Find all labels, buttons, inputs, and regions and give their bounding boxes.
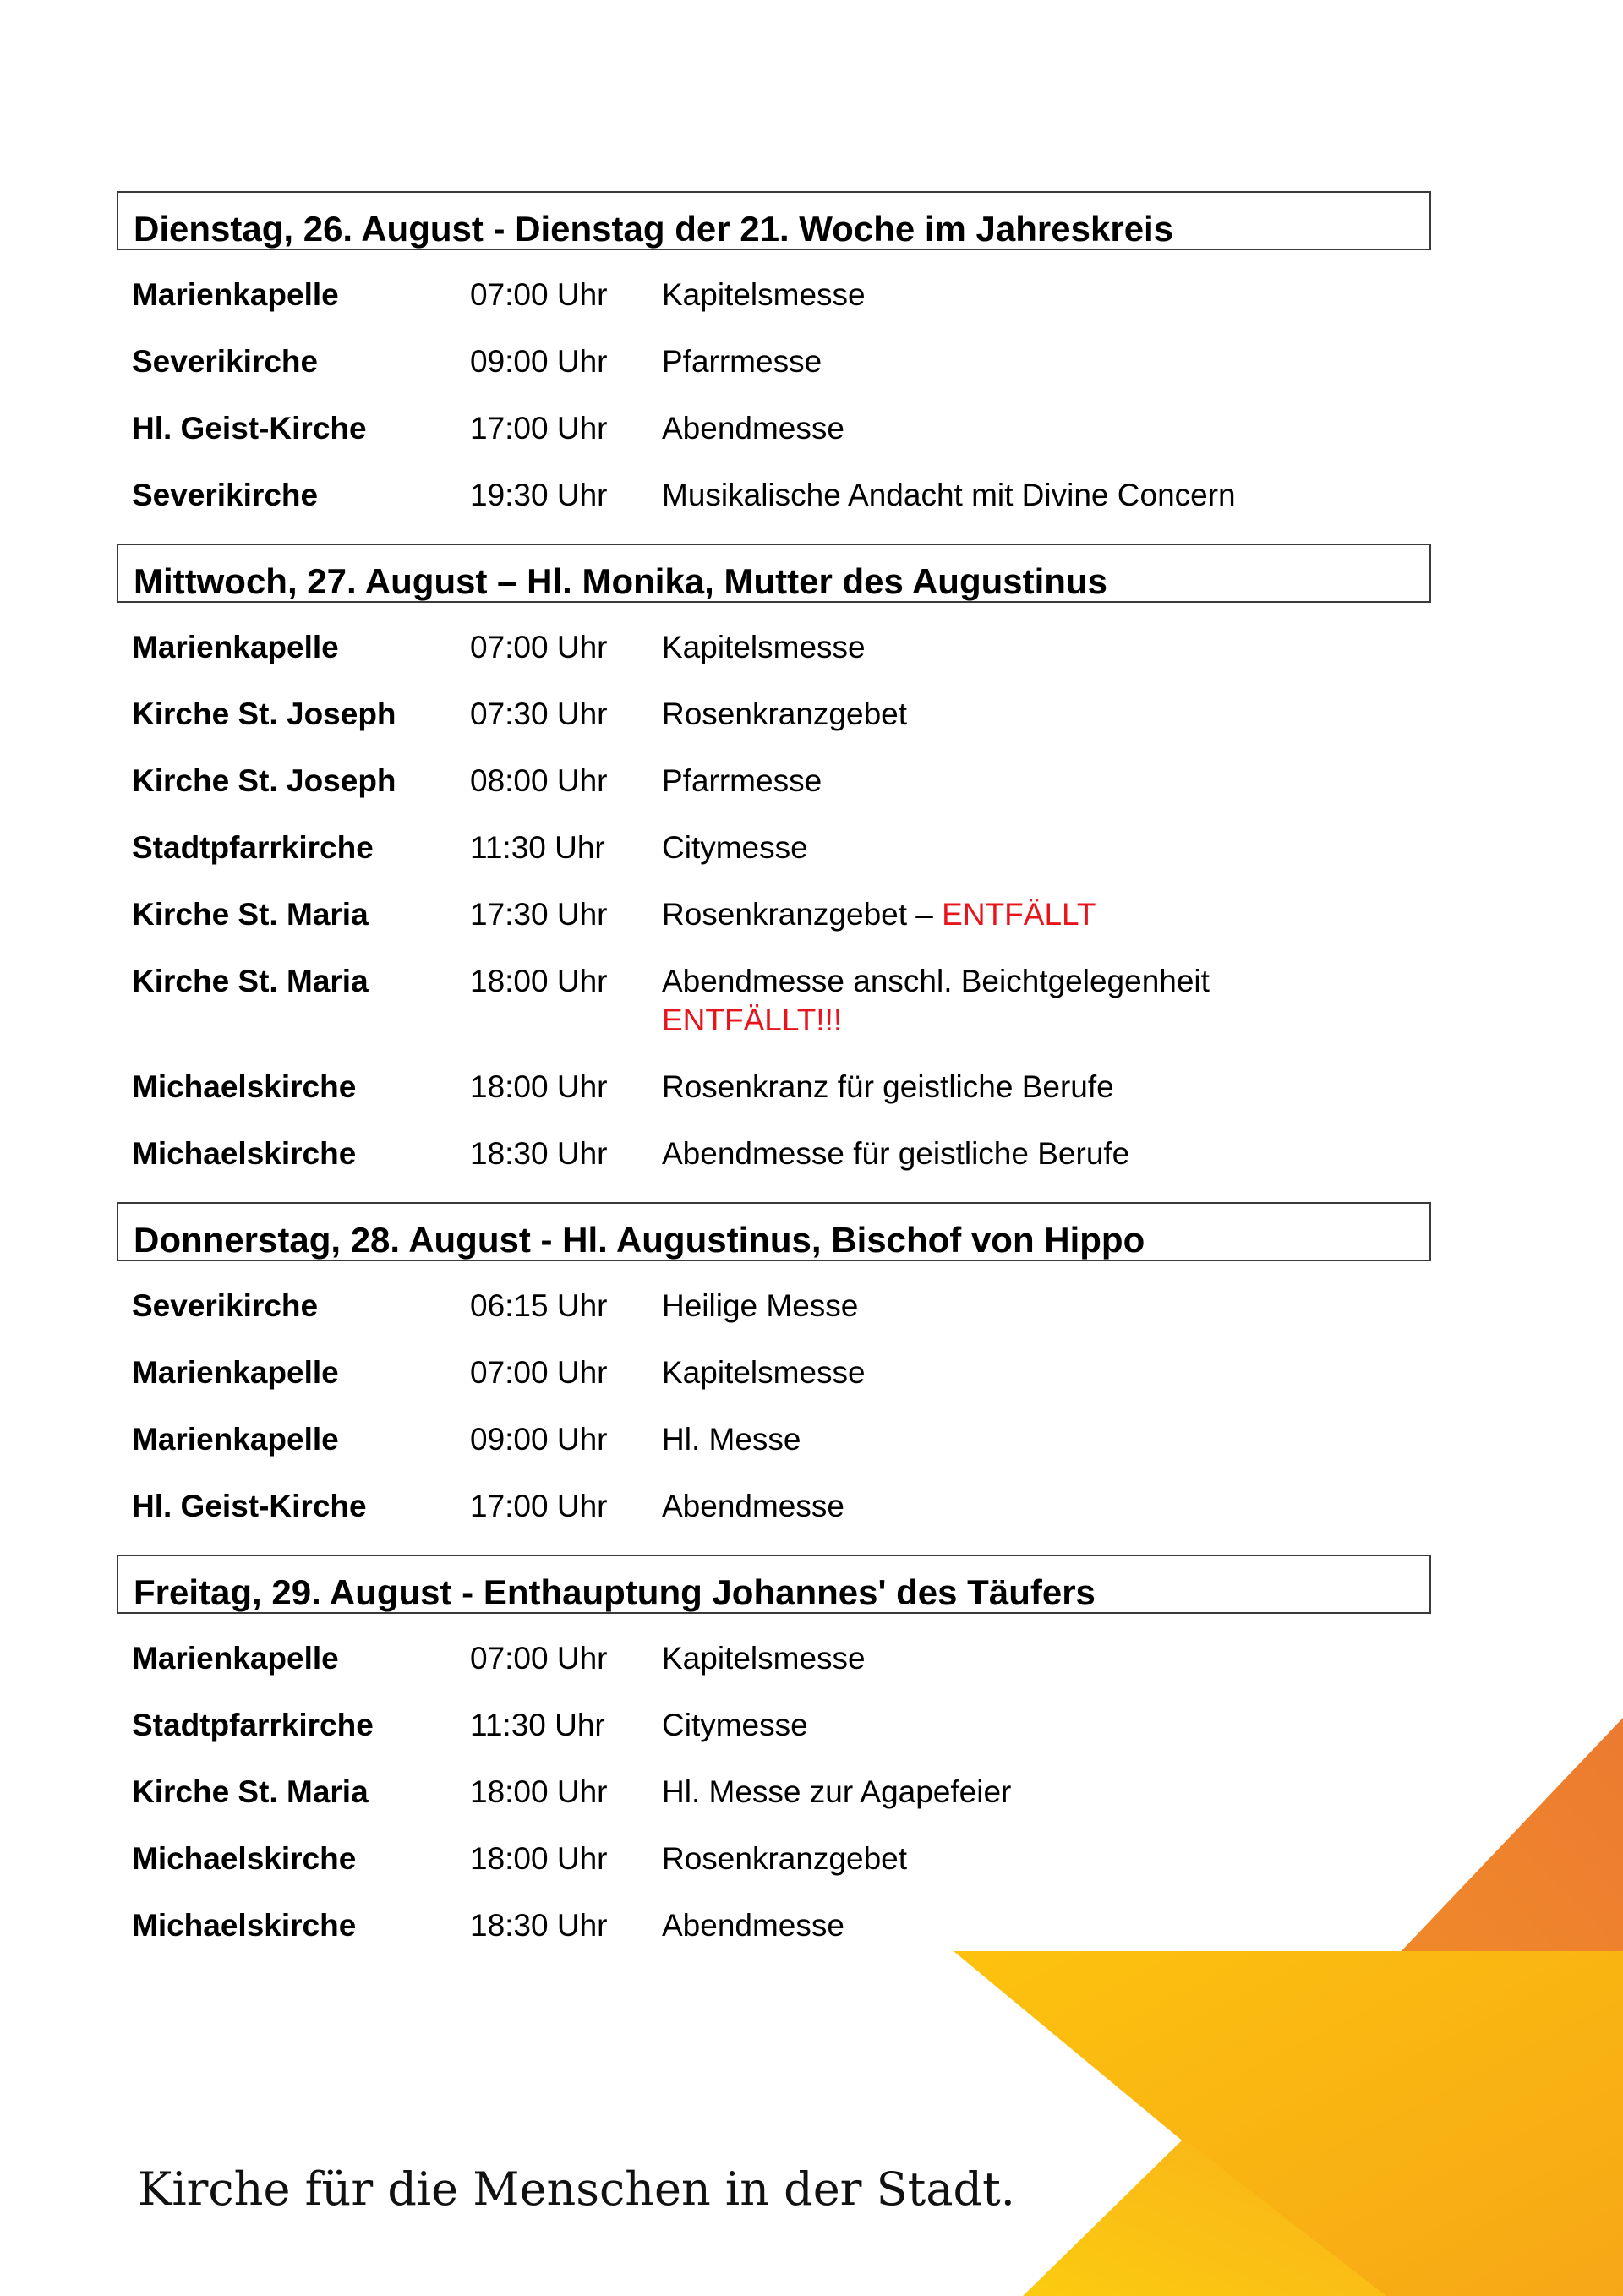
service-time: 18:00 Uhr xyxy=(470,1069,608,1104)
schedule-row xyxy=(117,409,1431,448)
schedule-row xyxy=(117,1068,1431,1107)
schedule-rows xyxy=(117,1261,1431,1526)
church-location: Marienkapelle xyxy=(132,630,339,664)
schedule-row xyxy=(117,342,1431,381)
church-location: Kirche St. Maria xyxy=(132,964,369,998)
schedule-row xyxy=(117,476,1431,515)
schedule-row xyxy=(117,1840,1431,1878)
day-header: Freitag, 29. August - Enthauptung Johannes' des Täufers xyxy=(117,1555,1431,1614)
event-cell xyxy=(662,476,1431,515)
church-location: Hl. Geist-Kirche xyxy=(132,1489,367,1523)
day-section xyxy=(117,1555,1431,1945)
schedule-row xyxy=(117,1639,1431,1678)
service-time: 08:00 Uhr xyxy=(470,763,608,798)
cancelled-note: ENTFÄLLT!!! xyxy=(662,1003,843,1037)
schedule-row xyxy=(117,828,1431,867)
service-time: 18:00 Uhr xyxy=(470,1841,608,1876)
schedule-rows xyxy=(117,250,1431,515)
service-time: 19:30 Uhr xyxy=(470,478,608,512)
church-location: Kirche St. Joseph xyxy=(132,697,396,731)
schedule-row xyxy=(117,1706,1431,1745)
event-cell xyxy=(662,828,1431,867)
event-cell xyxy=(662,1840,1431,1878)
event-description: Rosenkranzgebet xyxy=(662,697,908,731)
schedule-row xyxy=(117,1487,1431,1526)
schedule-row xyxy=(117,695,1431,734)
service-time: 18:00 Uhr xyxy=(470,1774,608,1809)
service-time: 09:00 Uhr xyxy=(470,1422,608,1457)
event-cell xyxy=(662,1287,1431,1326)
event-description: Kapitelsmesse xyxy=(662,1641,866,1676)
event-cell xyxy=(662,1773,1431,1812)
event-description: Rosenkranzgebet – xyxy=(662,897,943,932)
event-cell xyxy=(662,1487,1431,1526)
schedule-row xyxy=(117,1353,1431,1392)
schedule-row xyxy=(117,1906,1431,1945)
schedule-row xyxy=(117,962,1431,1040)
day-header: Donnerstag, 28. August - Hl. Augustinus, Bischof von Hippo xyxy=(117,1202,1431,1261)
service-time: 07:00 Uhr xyxy=(470,1355,608,1390)
church-location: Michaelskirche xyxy=(132,1841,357,1876)
event-description: Musikalische Andacht mit Divine Concern xyxy=(662,478,1236,512)
church-location: Kirche St. Maria xyxy=(132,897,369,932)
service-time: 07:00 Uhr xyxy=(470,630,608,664)
service-time: 18:30 Uhr xyxy=(470,1136,608,1171)
event-description: Pfarrmesse xyxy=(662,763,822,798)
day-section xyxy=(117,1202,1431,1526)
event-cell xyxy=(662,1906,1431,1945)
event-cell xyxy=(662,962,1431,1040)
service-time: 06:15 Uhr xyxy=(470,1288,608,1323)
church-location: Michaelskirche xyxy=(132,1136,357,1171)
event-description: Citymesse xyxy=(662,830,808,865)
church-location: Severikirche xyxy=(132,478,319,512)
event-cell xyxy=(662,628,1431,667)
event-description: Abendmesse xyxy=(662,1489,844,1523)
mass-schedule xyxy=(117,191,1431,1974)
church-location: Hl. Geist-Kirche xyxy=(132,411,367,446)
schedule-row xyxy=(117,276,1431,314)
event-description: Kapitelsmesse xyxy=(662,1355,866,1390)
church-location: Stadtpfarrkirche xyxy=(132,1708,374,1742)
day-header: Mittwoch, 27. August – Hl. Monika, Mutter des Augustinus xyxy=(117,544,1431,603)
church-location: Kirche St. Joseph xyxy=(132,763,396,798)
service-time: 18:30 Uhr xyxy=(470,1908,608,1943)
church-location: Marienkapelle xyxy=(132,1641,339,1676)
event-cell xyxy=(662,276,1431,314)
day-section xyxy=(117,191,1431,515)
event-cell xyxy=(662,1134,1431,1173)
event-description: Rosenkranz für geistliche Berufe xyxy=(662,1069,1114,1104)
service-time: 07:00 Uhr xyxy=(470,1641,608,1676)
church-location: Michaelskirche xyxy=(132,1069,357,1104)
service-time: 11:30 Uhr xyxy=(470,1708,605,1742)
service-time: 07:00 Uhr xyxy=(470,277,608,312)
day-section xyxy=(117,544,1431,1173)
event-description: Abendmesse für geistliche Berufe xyxy=(662,1136,1130,1171)
event-cell xyxy=(662,1420,1431,1459)
event-description: Kapitelsmesse xyxy=(662,277,866,312)
church-location: Kirche St. Maria xyxy=(132,1774,369,1809)
service-time: 17:00 Uhr xyxy=(470,411,608,446)
schedule-row xyxy=(117,895,1431,934)
event-description: Hl. Messe xyxy=(662,1422,801,1457)
event-cell xyxy=(662,695,1431,734)
day-header: Dienstag, 26. August - Dienstag der 21. Woche im Jahreskreis xyxy=(117,191,1431,250)
event-description: Pfarrmesse xyxy=(662,344,822,379)
schedule-row xyxy=(117,1287,1431,1326)
service-time: 11:30 Uhr xyxy=(470,830,605,865)
event-description: Abendmesse anschl. Beichtgelegenheit xyxy=(662,964,1210,998)
event-cell xyxy=(662,762,1431,801)
schedule-rows xyxy=(117,1614,1431,1945)
service-time: 17:30 Uhr xyxy=(470,897,608,932)
event-description: Rosenkranzgebet xyxy=(662,1841,908,1876)
event-cell xyxy=(662,1639,1431,1678)
church-location: Marienkapelle xyxy=(132,277,339,312)
church-location: Marienkapelle xyxy=(132,1355,339,1390)
event-description: Abendmesse xyxy=(662,411,844,446)
event-cell xyxy=(662,342,1431,381)
schedule-row xyxy=(117,628,1431,667)
schedule-row xyxy=(117,1773,1431,1812)
event-description: Hl. Messe zur Agapefeier xyxy=(662,1774,1012,1809)
service-time: 07:30 Uhr xyxy=(470,697,608,731)
event-description: Citymesse xyxy=(662,1708,808,1742)
event-description: Abendmesse xyxy=(662,1908,844,1943)
church-location: Stadtpfarrkirche xyxy=(132,830,374,865)
event-cell xyxy=(662,1068,1431,1107)
schedule-row xyxy=(117,1134,1431,1173)
church-location: Marienkapelle xyxy=(132,1422,339,1457)
event-cell xyxy=(662,1353,1431,1392)
service-time: 09:00 Uhr xyxy=(470,344,608,379)
schedule-row xyxy=(117,762,1431,801)
event-cell xyxy=(662,1706,1431,1745)
schedule-rows xyxy=(117,603,1431,1173)
church-location: Severikirche xyxy=(132,1288,319,1323)
schedule-row xyxy=(117,1420,1431,1459)
service-time: 17:00 Uhr xyxy=(470,1489,608,1523)
event-description: Kapitelsmesse xyxy=(662,630,866,664)
cancelled-note: ENTFÄLLT xyxy=(942,897,1096,932)
service-time: 18:00 Uhr xyxy=(470,964,608,998)
church-location: Michaelskirche xyxy=(132,1908,357,1943)
event-cell xyxy=(662,895,1431,934)
event-cell xyxy=(662,409,1431,448)
church-location: Severikirche xyxy=(132,344,319,379)
slogan-text: Kirche für die Menschen in der Stadt. xyxy=(138,2162,1015,2216)
event-description: Heilige Messe xyxy=(662,1288,859,1323)
